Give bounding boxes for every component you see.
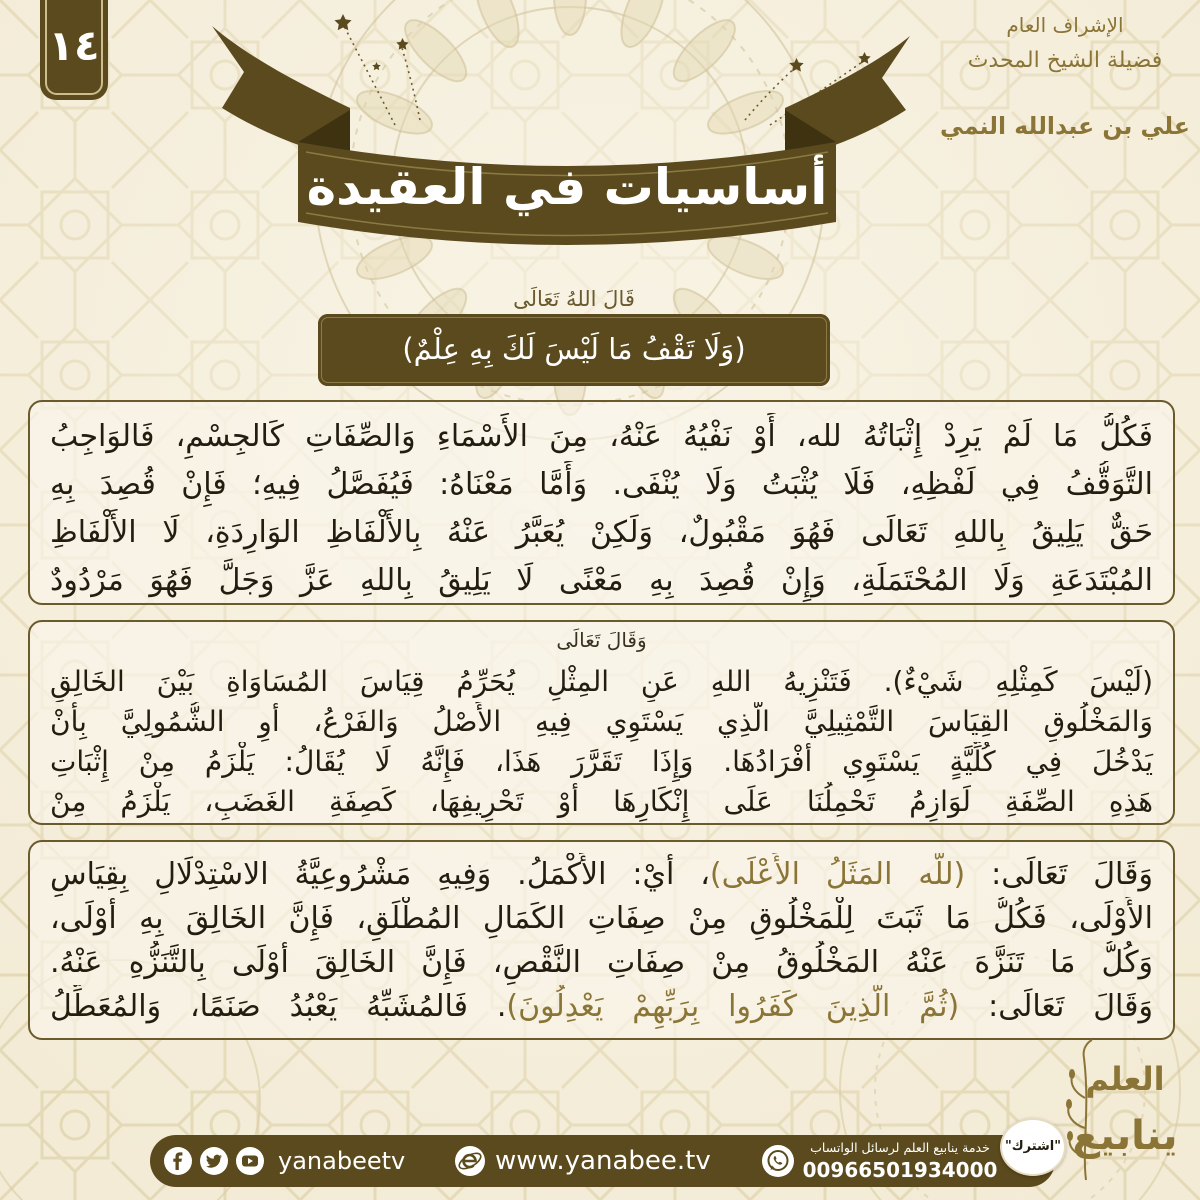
supervision-honorific: فضيلة الشيخ المحدث xyxy=(967,48,1163,73)
paragraph-line: التَّوَقُّفُ فِي لَفْظِهِ، فَلَا يُثْبَتُ وَلَا يُنْفَى. وَأَمَّا مَعْنَاهُ: فَيُفَصَّلُ فِيهِ؛ فَإِنْ قُصِدَ بِهِ xyxy=(50,467,1153,502)
star-decoration xyxy=(396,38,408,50)
line-text: . فَالمُشَبِّهُ يَعْبُدُ صَنَمًا، وَالمُعَطِّلُ xyxy=(50,989,507,1024)
social-handle[interactable]: yanabeetv xyxy=(278,1147,406,1175)
whatsapp-service-label: خدمة ينابيع العلم لرسائل الواتساب xyxy=(810,1140,990,1155)
paragraph-line: الأَوْلَى، فَكُلُّ مَا ثَبَتَ لِلْمَخْلُوقِ مِنْ صِفَاتِ الكَمَالِ المُطْلَقِ، فَإِنَّ الخَالِقَ بِهِ أَوْلَى، xyxy=(50,901,1153,936)
section-heading: وَقَالَ تَعَالَى xyxy=(556,628,647,652)
website-link[interactable]: www.yanabee.tv xyxy=(495,1146,711,1176)
supervision-heading: الإشراف العام xyxy=(1006,13,1124,37)
line-text: وَقَالَ تَعَالَى: xyxy=(965,857,1153,892)
whatsapp-number[interactable]: 00966501934000 xyxy=(802,1158,998,1182)
paragraph-line: (لَيْسَ كَمِثْلِهِ شَيْءٌ). فَتَنْزِيهُ اللهِ عَنِ المِثْلِ يُحَرِّمُ قِيَاسَ المُسَاوَاةِ بَيْنَ الخَالِقِ xyxy=(50,665,1153,698)
intro-label: قَالَ اللهُ تَعَالَى xyxy=(513,287,635,311)
paragraph-line: هَذِهِ الصِّفَةِ لَوَازِمُ تَحْمِلُنَا عَلَى إِنْكَارِهَا أَوْ تَحْرِيفِهَا، كَصِفَةِ الغَضَبِ، يَلْزَمُ مِنْ xyxy=(50,785,1153,818)
text-box-2 xyxy=(28,620,1175,825)
page-title: أساسيات في العقيدة xyxy=(306,158,828,216)
verse-quote: (للّه المَثَلُ الأَعْلَى) xyxy=(709,857,966,892)
whatsapp-icon[interactable] xyxy=(762,1145,794,1177)
star-decoration xyxy=(334,14,351,30)
page-number: ١٤ xyxy=(48,21,100,70)
yanabee-logo xyxy=(1060,1038,1190,1184)
supervisor-name: علي بن عبدالله النمي xyxy=(940,112,1190,140)
star-decoration xyxy=(372,62,381,70)
line-text: ، أَيْ: الأَكْمَلُ. وَفِيهِ مَشْرُوعِيَّةُ الاسْتِدْلَالِ بِقِيَاسِ xyxy=(50,857,710,892)
paragraph-line xyxy=(30,853,1173,897)
paragraph-line: وَكُلُّ مَا تَنَزَّهَ عَنْهُ المَخْلُوقُ مِنْ صِفَاتِ النَّقْصِ، فَإِنَّ الخَالِقَ أَوْلَى بِالتَّنَزُّهِ عَنْهُ. xyxy=(50,945,1153,980)
star-decoration xyxy=(858,52,870,64)
text-box-3 xyxy=(28,840,1175,1040)
paragraph-line: المُبْتَدَعَةِ وَلَا المُحْتَمَلَةِ، وَإِنْ قُصِدَ بِهِ مَعْنًى لَا يَلِيقُ بِاللهِ عَزَّ وَجَلَّ فَهُوَ مَرْدُودٌ xyxy=(50,563,1153,598)
twitter-icon[interactable] xyxy=(200,1147,228,1175)
verse-quote: (ثُمَّ الَّذِينَ كَفَرُوا بِرَبِّهِمْ يَعْدِلُونَ) xyxy=(506,989,960,1024)
footer-bar xyxy=(150,1135,1055,1187)
line-text: وَقَالَ تَعَالَى: xyxy=(959,989,1153,1024)
verse-text: (وَلَا تَقْفُ مَا لَيْسَ لَكَ بِهِ عِلْمٌ) xyxy=(402,332,746,366)
star-decoration xyxy=(789,58,803,72)
text-box-1 xyxy=(28,400,1175,605)
paragraph-line: يَدْخُلَ فِي كُلِّيَّةٍ يَسْتَوِي أَفْرَادُهَا. وَإِذَا تَقَرَّرَ هَذَا، فَإِنَّهُ لَا يُقَالُ: يَلْزَمُ مِنْ إِثْبَاتِ xyxy=(50,745,1153,778)
facebook-icon[interactable] xyxy=(164,1147,192,1175)
subscribe-label[interactable]: "اشترك" xyxy=(1004,1139,1062,1154)
logo-word-bottom: ينابيع xyxy=(1072,1113,1178,1159)
subscribe-bubble[interactable] xyxy=(1000,1118,1066,1176)
paragraph-line xyxy=(30,985,1173,1029)
browser-e-icon[interactable] xyxy=(455,1146,485,1176)
logo-word-top: العلم xyxy=(1085,1060,1165,1098)
verse-box xyxy=(318,314,830,386)
paragraph-line: حَقٌّ يَلِيقُ بِاللهِ تَعَالَى فَهُوَ مَقْبُولٌ، وَلَكِنْ يُعَبَّرُ عَنْهُ بِالأَلْفَاظِ الوَارِدَةِ، لَا الأَلْفَاظِ xyxy=(50,515,1153,550)
paragraph-line: فَكُلُّ مَا لَمْ يَرِدْ إِثْبَاتُهُ لله، أَوْ نَفْيُهُ عَنْهُ، مِنَ الأَسْمَاءِ وَالصِّفَاتِ كَالجِسْمِ، فَالوَاجِبُ xyxy=(50,419,1153,454)
paragraph-line: وَالمَخْلُوقِ القِيَاسَ التَّمْثِيلِيَّ الَّذِي يَسْتَوِي فِيهِ الأَصْلُ وَالفَرْعُ، أَوِ الشُّمُولِيَّ بِأَنْ xyxy=(50,705,1153,738)
youtube-icon[interactable] xyxy=(236,1147,264,1175)
